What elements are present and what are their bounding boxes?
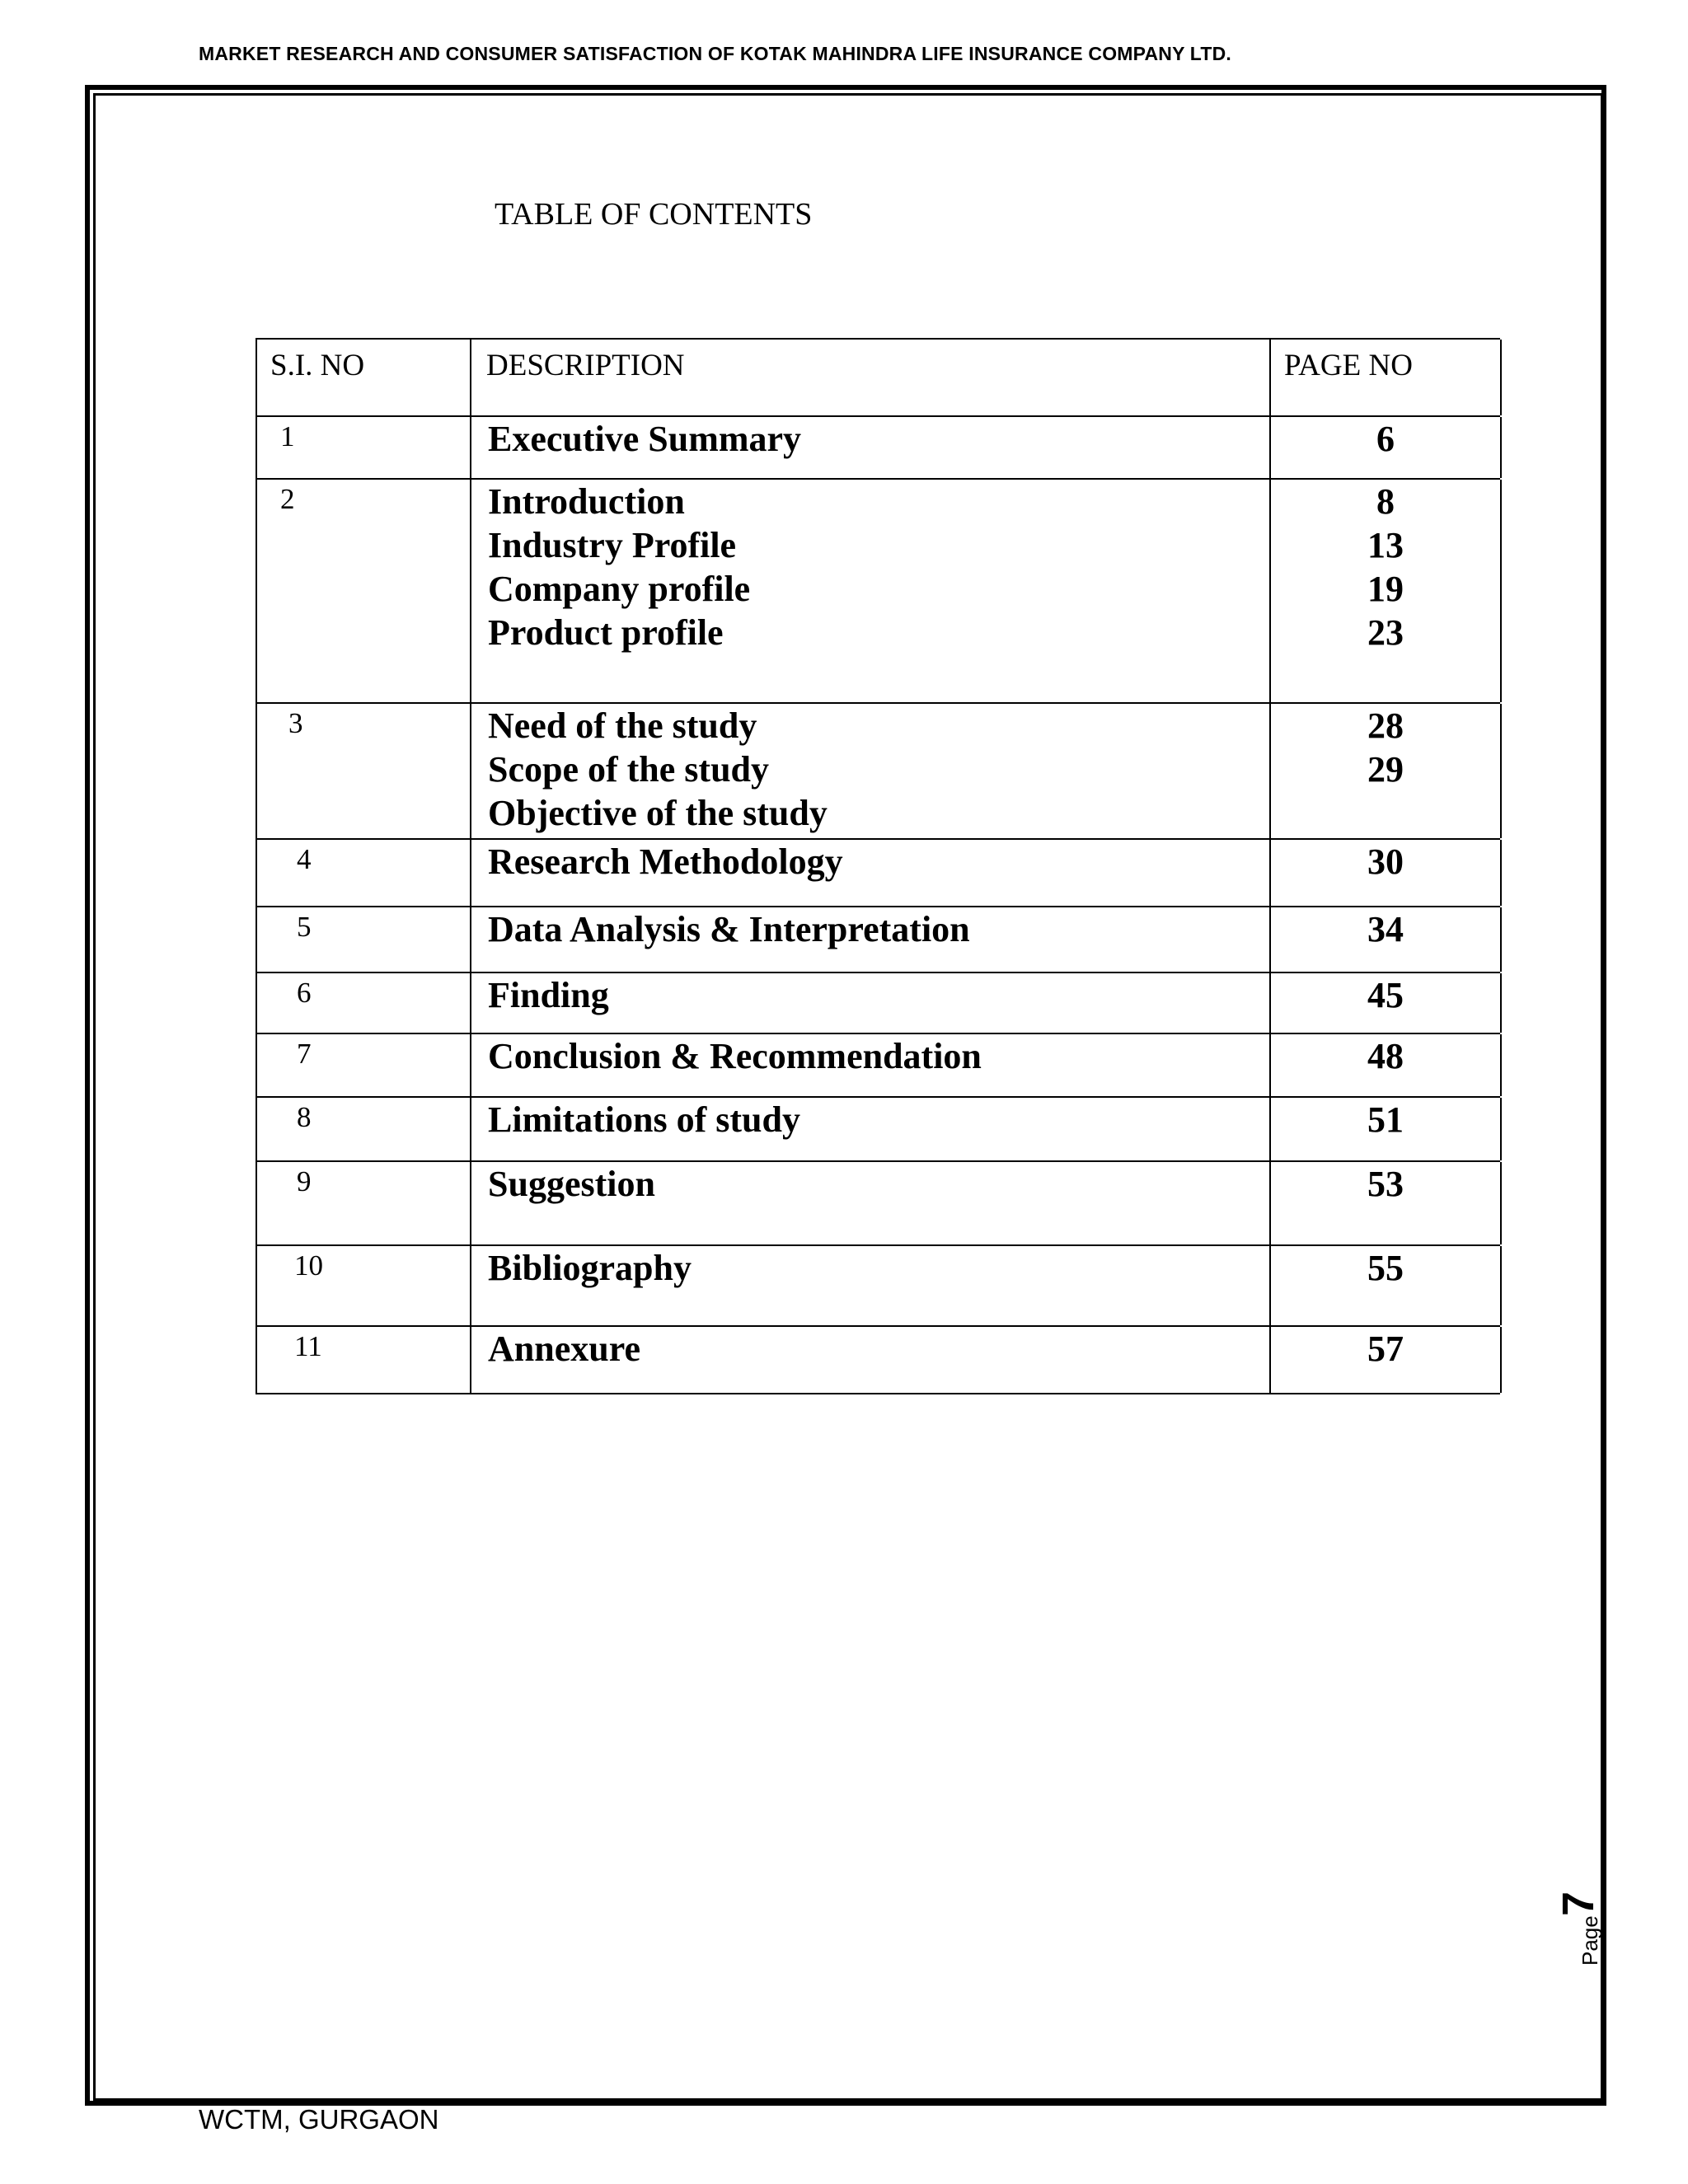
header-cell-description	[470, 340, 1271, 415]
toc-entry-title: Need of the study	[488, 705, 757, 746]
row-number-cell	[256, 1327, 471, 1393]
row-page-cell	[1269, 1098, 1502, 1160]
toc-header-row	[256, 338, 1500, 415]
toc-entry-page: 53	[1367, 1164, 1404, 1204]
row-description-cell	[470, 1162, 1271, 1244]
page-number	[1520, 1883, 1635, 1966]
toc-entry-title: Finding	[488, 975, 609, 1015]
row-number: 9	[297, 1165, 312, 1197]
toc-row	[256, 972, 1500, 1033]
toc-entry-title: Introduction	[488, 481, 685, 522]
row-number: 4	[297, 843, 312, 875]
row-page-cell	[1269, 973, 1502, 1033]
column-header-no: S.I. NO	[270, 349, 365, 382]
toc-entry-page: 30	[1367, 841, 1404, 882]
column-header-description: DESCRIPTION	[486, 349, 685, 382]
row-page-cell	[1269, 480, 1502, 702]
row-pages	[1271, 1327, 1500, 1371]
running-header: MARKET RESEARCH AND CONSUMER SATISFACTION OF KOTAK MAHINDRA LIFE INSURANCE COMPANY LTD.	[199, 43, 1231, 64]
toc-entry-page: 45	[1367, 975, 1404, 1015]
toc-entry-page: 6	[1376, 419, 1395, 459]
row-page-cell	[1269, 1327, 1502, 1393]
page-number-label: Page	[1578, 1915, 1602, 1966]
row-number: 3	[288, 707, 303, 739]
toc-row	[256, 1096, 1500, 1160]
row-page-cell	[1269, 840, 1502, 906]
header-cell-no	[256, 340, 471, 415]
row-number: 8	[297, 1101, 312, 1133]
row-pages	[1271, 1034, 1500, 1078]
toc-entry-title: Annexure	[488, 1329, 640, 1369]
row-pages	[1271, 1162, 1500, 1206]
toc-table	[256, 338, 1500, 1394]
toc-entry-title: Company profile	[488, 569, 751, 609]
row-description	[488, 1327, 640, 1371]
row-number: 5	[297, 911, 312, 943]
row-description-cell	[470, 973, 1271, 1033]
toc-entry-title: Bibliography	[488, 1248, 692, 1288]
row-number-cell	[256, 1162, 471, 1244]
row-pages	[1271, 907, 1500, 951]
row-description-cell	[470, 1246, 1271, 1325]
header-cell-page	[1269, 340, 1502, 415]
row-description	[488, 1098, 800, 1141]
row-description	[488, 480, 750, 654]
row-description-cell	[470, 1098, 1271, 1160]
row-number: 2	[280, 483, 295, 515]
row-description	[488, 704, 828, 835]
row-pages	[1271, 704, 1500, 791]
toc-entry-page: 57	[1367, 1329, 1404, 1369]
toc-entry-page: 19	[1367, 569, 1404, 609]
toc-entry-page: 13	[1367, 525, 1404, 565]
toc-body	[256, 415, 1500, 1394]
toc-row	[256, 1244, 1500, 1325]
row-number: 7	[297, 1038, 312, 1070]
row-description-cell	[470, 480, 1271, 702]
row-number-cell	[256, 1034, 471, 1096]
toc-entry-title: Product profile	[488, 612, 724, 653]
row-number-cell	[256, 417, 471, 478]
row-description	[488, 1246, 692, 1290]
row-number-cell	[256, 1098, 471, 1160]
row-page-cell	[1269, 1162, 1502, 1244]
toc-row	[256, 478, 1500, 702]
row-description-cell	[470, 417, 1271, 478]
row-page-cell	[1269, 1246, 1502, 1325]
row-number: 11	[294, 1330, 322, 1362]
toc-row	[256, 415, 1500, 478]
toc-entry-title: Industry Profile	[488, 525, 737, 565]
row-number: 10	[294, 1249, 323, 1282]
row-number-cell	[256, 907, 471, 972]
row-description-cell	[470, 907, 1271, 972]
row-number: 6	[297, 977, 312, 1009]
toc-row	[256, 838, 1500, 906]
row-page-cell	[1269, 907, 1502, 972]
row-description	[488, 907, 970, 951]
toc-entry-page: 8	[1376, 481, 1395, 522]
row-description	[488, 840, 843, 883]
page-number-value: 7	[1554, 1891, 1603, 1916]
row-description-cell	[470, 840, 1271, 906]
row-description	[488, 973, 609, 1017]
row-description	[488, 417, 801, 461]
row-description-cell	[470, 704, 1271, 838]
row-description	[488, 1162, 655, 1206]
row-pages	[1271, 1246, 1500, 1290]
toc-entry-title: Conclusion & Recommendation	[488, 1036, 982, 1076]
row-number-cell	[256, 973, 471, 1033]
column-header-page: PAGE NO	[1284, 349, 1413, 382]
row-description-cell	[470, 1327, 1271, 1393]
toc-heading: TABLE OF CONTENTS	[495, 197, 813, 232]
toc-row	[256, 906, 1500, 972]
toc-entry-page: 51	[1367, 1099, 1404, 1140]
toc-entry-page: 55	[1367, 1248, 1404, 1288]
row-number-cell	[256, 840, 471, 906]
row-page-cell	[1269, 704, 1502, 838]
row-pages	[1271, 973, 1500, 1017]
row-pages	[1271, 417, 1500, 461]
toc-entry-title: Limitations of study	[488, 1099, 800, 1140]
row-page-cell	[1269, 417, 1502, 478]
toc-row	[256, 1160, 1500, 1244]
toc-row	[256, 1325, 1500, 1394]
toc-entry-page: 29	[1367, 749, 1404, 790]
row-number: 1	[280, 420, 295, 452]
row-number-cell	[256, 480, 471, 702]
row-pages	[1271, 840, 1500, 883]
toc-entry-page: 34	[1367, 909, 1404, 949]
row-number-cell	[256, 1246, 471, 1325]
row-pages	[1271, 1098, 1500, 1141]
row-description	[488, 1034, 982, 1078]
footer: WCTM, GURGAON	[199, 2104, 439, 2135]
row-number-cell	[256, 704, 471, 838]
toc-entry-page: 23	[1367, 612, 1404, 653]
row-page-cell	[1269, 1034, 1502, 1096]
toc-entry-title: Research Methodology	[488, 841, 843, 882]
toc-row	[256, 702, 1500, 838]
toc-row	[256, 1033, 1500, 1096]
row-description-cell	[470, 1034, 1271, 1096]
toc-entry-title: Objective of the study	[488, 793, 828, 833]
toc-entry-title: Executive Summary	[488, 419, 802, 459]
row-pages	[1271, 480, 1500, 654]
toc-entry-page: 28	[1367, 705, 1404, 746]
toc-entry-title: Scope of the study	[488, 749, 770, 790]
toc-entry-title: Data Analysis & Interpretation	[488, 909, 970, 949]
toc-entry-title: Suggestion	[488, 1164, 655, 1204]
toc-entry-page: 48	[1367, 1036, 1404, 1076]
